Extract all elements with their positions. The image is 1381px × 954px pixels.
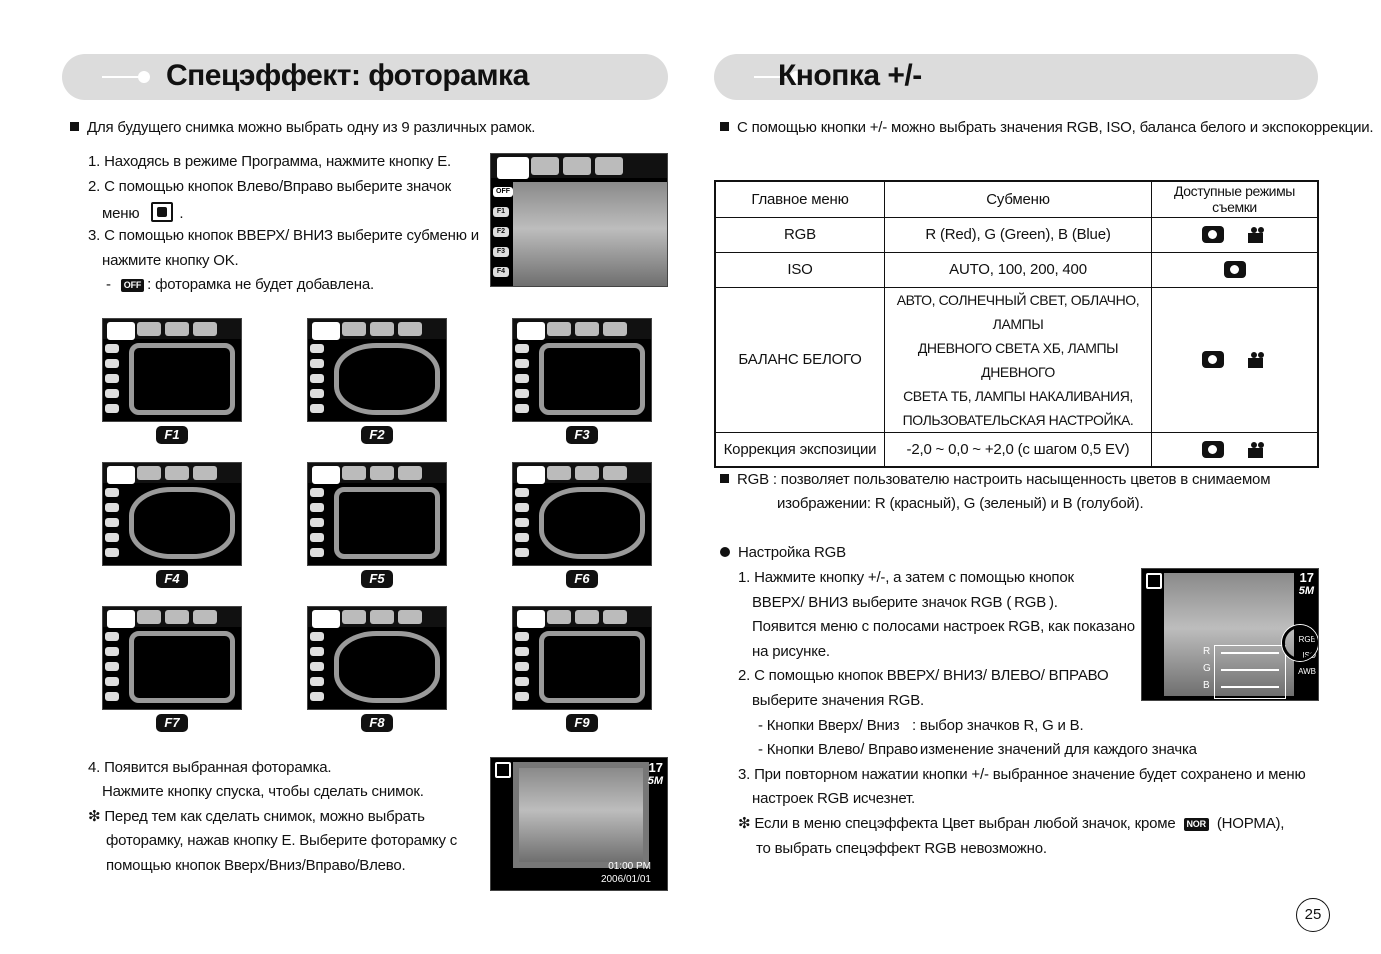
setup-line-1: 1. Нажмите кнопку +/-, а затем с помощью кнопок [738,569,1074,586]
header-modes: Доступные режимы съемки [1152,181,1319,217]
frame-art [539,631,645,703]
note-mark-icon: ❇ [738,815,751,832]
preview-date: 2006/01/01 [600,874,651,885]
right-intro: С помощью кнопки +/- можно выбрать значения RGB, ISO, баланса белого и экспокоррекции. [720,118,1373,137]
setup-updown-key: - Кнопки Вверх/ Вниз [758,717,900,734]
frame-label-badge: F6 [566,570,598,588]
table-row-modes [1152,217,1319,252]
table-row-sub: AUTO, 100, 200, 400 [885,252,1152,287]
tab-effect [531,157,559,175]
rgb-menu-item: RGB [1298,635,1316,644]
menu-item-f4: F4 [493,267,509,277]
tab-composite [165,610,189,624]
image-size: 5M [1298,585,1314,597]
movie-icon [1248,352,1268,368]
rgb-desc-line-2: изображении: R (красный), G (зеленый) и B (голубой). [777,495,1144,512]
bullet-square-icon [720,474,729,483]
menu-item [515,647,529,656]
tab-highlight [398,322,422,336]
menu-item [515,662,529,671]
frame-art [129,487,235,559]
setup-title: Настройка RGB [720,543,846,562]
tab-effect [137,610,161,624]
tab-frame [517,322,545,340]
bullet-dot-icon [720,547,730,557]
setup-line-4: на рисунке. [752,643,830,660]
menu-item [310,344,324,353]
menu-item [515,344,529,353]
frame-art [334,343,440,415]
left-title-bar [62,54,668,100]
menu-item [310,533,324,542]
table-row-sub: R (Red), G (Green), B (Blue) [885,217,1152,252]
left-note-line-1: ❇ Перед тем как сделать снимок, можно выбрать [88,808,425,825]
tab-highlight [398,466,422,480]
bullet-square-icon [720,122,729,131]
tab-composite [575,610,599,624]
tab-frame [107,610,135,628]
menu-item [310,359,324,368]
camera-icon [1202,226,1224,243]
tab-frame [312,466,340,484]
menu-item [515,503,529,512]
tab-frame [107,322,135,340]
tab-highlight [193,322,217,336]
tab-frame [312,610,340,628]
movie-icon [1248,442,1268,458]
setup-updown-desc: : выбор значков R, G и B. [912,717,1084,734]
frame-thumbnail [512,318,652,422]
tab-highlight [603,610,627,624]
tab-frame [107,466,135,484]
menu-item [515,389,529,398]
frame-art [539,343,645,415]
menu-item [105,632,119,641]
menu-tabs [308,463,446,483]
tab-effect [137,322,161,336]
setup-leftright-key: - Кнопки Влево/ Вправо [758,741,918,758]
slider-b [1221,686,1279,688]
tab-highlight [193,466,217,480]
menu-tabs [103,607,241,627]
tab-highlight [603,466,627,480]
step-2: 2. С помощью кнопок Влево/Вправо выберите значок [88,178,452,195]
table-row-menu: Коррекция экспозиции [715,432,885,467]
left-note-line-3: помощью кнопок Вверх/Вниз/Вправо/Влево. [106,857,406,874]
menu-item [105,389,119,398]
table-row-menu: RGB [715,217,885,252]
menu-item-f2: F2 [493,227,509,237]
rgb-menu-preview [1141,568,1319,701]
tab-composite [165,322,189,336]
couple-photo [513,182,667,286]
step-4: 4. Появится выбранная фоторамка. [88,759,332,776]
menu-item [105,662,119,671]
preview-time: 01:00 PM [608,861,651,872]
table-row-modes [1152,287,1319,432]
menu-item [310,389,324,398]
camera-icon [1202,441,1224,458]
menu-item [310,374,324,383]
tab-effect [342,322,366,336]
bullet-square-icon [70,122,79,131]
left-note-line-2: фоторамку, нажав кнопку E. Выберите фоторамку с [106,832,458,849]
frame-thumbnail [102,462,242,566]
menu-tabs [491,154,667,178]
setup-leftright-desc: : изменение значений для каждого значка [912,741,1197,758]
tab-frame [312,322,340,340]
frame-label-badge: F5 [361,570,393,588]
step-3: 3. С помощью кнопок ВВЕРХ/ ВНИЗ выберите субменю и [88,227,479,244]
frame-art [334,631,440,703]
menu-tabs [513,607,651,627]
shot-count: 17 [1299,570,1314,585]
tab-effect [547,322,571,336]
menu-tabs [103,463,241,483]
tab-frame [497,157,529,179]
setup-line-3: Появится меню с полосами настроек RGB, как показано [752,618,1135,635]
tab-highlight [398,610,422,624]
menu-item [105,518,119,527]
setup-line-8: настроек RGB исчезнет. [752,790,915,807]
step-1: 1. Находясь в режиме Программа, нажмите кнопку E. [88,153,452,170]
menu-tabs [308,319,446,339]
camera-icon [1224,261,1246,278]
menu-item-f1: F1 [493,207,509,217]
tab-effect [342,466,366,480]
tab-frame [517,610,545,628]
table-row-menu: БАЛАНС БЕЛОГО [715,287,885,432]
tab-effect [547,466,571,480]
frame-thumbnail [307,318,447,422]
menu-item [515,488,529,497]
right-page-title: Кнопка +/- [778,59,922,92]
menu-item [105,359,119,368]
menu-item [310,647,324,656]
rgb-desc-line-1: RGB : позволяет пользователю настроить насыщенность цветов в снимаемом [720,470,1270,489]
frame-art [129,631,235,703]
menu-item [105,692,119,701]
frame-label-badge: F3 [566,426,598,444]
slider-label-b: B [1203,680,1210,691]
menu-item [310,518,324,527]
table-row-modes [1152,252,1319,287]
frame-label-badge: F1 [156,426,188,444]
menu-item [515,359,529,368]
tab-composite [370,610,394,624]
setup-line-2: ВВЕРХ/ ВНИЗ выберите значок RGB ( RGB ). [752,594,1058,611]
setup-line-7: 3. При повторном нажатии кнопки +/- выбранное значение будет сохранено и меню [738,766,1306,783]
frame-label-badge: F4 [156,570,188,588]
menu-item [310,692,324,701]
menu-item [515,518,529,527]
menu-item [310,632,324,641]
menu-item [310,488,324,497]
frame-thumbnail [102,318,242,422]
rgb-sliders [1203,645,1286,699]
title-line-decoration [102,76,140,78]
menu-item [105,533,119,542]
left-page-title: Спецэффект: фоторамка [166,59,529,92]
menu-item [515,677,529,686]
tab-composite [563,157,591,175]
tab-frame [517,466,545,484]
title-dot-decoration [138,71,150,83]
menu-item [310,662,324,671]
camera-mode-icon [495,762,511,778]
step-3-cont: нажмите кнопку OK. [102,252,239,269]
menu-item [105,503,119,512]
iso-menu-item: ISO [1302,651,1316,660]
slider-label-r: R [1203,646,1211,657]
header-main-menu: Главное меню [715,181,885,217]
frame-art [539,487,645,559]
note-mark-icon: ❇ [88,808,101,825]
right-note-line-2: то выбрать спецэффект RGB невозможно. [756,840,1047,857]
menu-item [105,647,119,656]
tab-composite [370,466,394,480]
frame-thumbnail [512,606,652,710]
menu-item [105,488,119,497]
frame-art [129,343,235,415]
framed-couple-photo [513,762,649,868]
slider-g [1221,669,1279,671]
menu-item [105,374,119,383]
settings-table [714,180,1319,468]
off-icon: OFF [121,279,144,292]
frame-result-preview [490,757,668,891]
frame-label-badge: F9 [566,714,598,732]
slider-r [1221,652,1279,654]
tab-composite [370,322,394,336]
frame-art [334,487,440,559]
menu-item [105,677,119,686]
menu-item [310,677,324,686]
tab-effect [342,610,366,624]
off-note: - OFF : фоторамка не будет добавлена. [106,276,374,293]
table-row-sub: АВТО, СОЛНЕЧНЫЙ СВЕТ, ОБЛАЧНО, ЛАМПЫ ДНЕВНОГО СВЕТА ХБ, ЛАМПЫ ДНЕВНОГО СВЕТА ТБ, ЛАМПЫ НАКАЛИВАНИЯ, ПОЛЬЗОВАТЕЛЬСКАЯ НАСТРОЙКА. [885,287,1152,432]
menu-item [310,404,324,413]
table-row-menu: ISO [715,252,885,287]
menu-item [515,632,529,641]
rgb-highlight-circle [1282,625,1318,661]
page-number: 25 [1296,898,1330,932]
menu-item [105,344,119,353]
shot-count: 17 [648,760,663,775]
slider-label-g: G [1203,663,1211,674]
menu-item [310,503,324,512]
menu-item [515,404,529,413]
menu-item-off: OFF [493,187,513,197]
awb-menu-item: AWB [1298,667,1316,676]
frame-menu-preview [490,153,668,287]
menu-item [515,548,529,557]
tab-composite [575,322,599,336]
setup-line-5: 2. С помощью кнопок ВВЕРХ/ ВНИЗ/ ВЛЕВО/ ВПРАВО [738,667,1109,684]
table-row-sub: -2,0 ~ 0,0 ~ +2,0 (с шагом 0,5 EV) [885,432,1152,467]
menu-tabs [308,607,446,627]
menu-item [105,548,119,557]
tab-composite [575,466,599,480]
right-title-bar [714,54,1318,100]
frame-label-badge: F8 [361,714,393,732]
menu-item [515,692,529,701]
tab-effect [547,610,571,624]
frame-menu-icon [151,202,173,222]
tab-highlight [595,157,623,175]
menu-tabs [513,463,651,483]
step-2-cont: меню . [102,202,183,223]
frame-label-badge: F7 [156,714,188,732]
frame-label-badge: F2 [361,426,393,444]
frame-thumbnail [307,462,447,566]
frame-thumbnail [512,462,652,566]
image-size: 5M [647,775,663,787]
menu-item [515,374,529,383]
menu-tabs [513,319,651,339]
rgb-icon: RGB [1014,594,1047,611]
camera-icon [1202,351,1224,368]
menu-item-f3: F3 [493,247,509,257]
menu-item [105,404,119,413]
right-note-line-1: ❇ Если в меню спецэффекта Цвет выбран любой значок, кроме NOR (НОРМА), [738,815,1285,832]
menu-item [515,533,529,542]
menu-item [310,548,324,557]
tab-effect [137,466,161,480]
nor-icon: NOR [1184,818,1209,831]
step-4-cont: Нажмите кнопку спуска, чтобы сделать снимок. [102,783,424,800]
left-intro: Для будущего снимка можно выбрать одну из 9 различных рамок. [70,118,535,137]
tab-composite [165,466,189,480]
tab-highlight [193,610,217,624]
movie-icon [1248,227,1268,243]
camera-mode-icon [1146,573,1162,589]
table-row-modes [1152,432,1319,467]
menu-tabs [103,319,241,339]
setup-line-6: выберите значения RGB. [752,692,925,709]
tab-highlight [603,322,627,336]
frame-thumbnail [102,606,242,710]
header-submenu: Субменю [885,181,1152,217]
frame-thumbnail [307,606,447,710]
